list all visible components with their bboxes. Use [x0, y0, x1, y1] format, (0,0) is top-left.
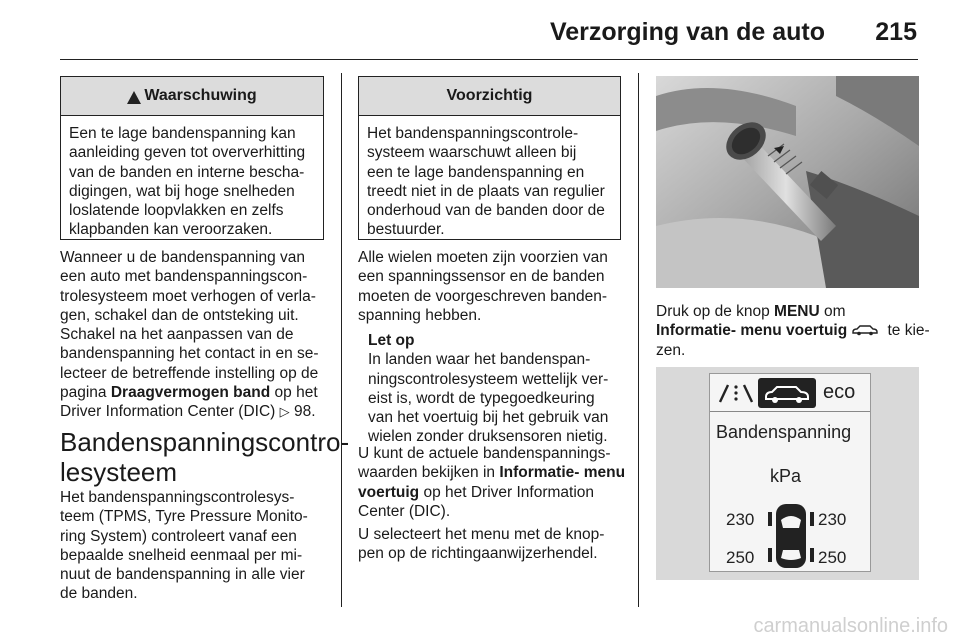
header-divider — [60, 59, 918, 60]
text-line: Center (DIC). — [358, 502, 451, 520]
page-number: 215 — [875, 18, 917, 46]
warning-triangle-icon — [127, 91, 141, 104]
caution-box — [358, 76, 621, 240]
watermark-text: carmanualsonline.info — [753, 615, 948, 637]
wiper-indicator-icon — [716, 382, 762, 404]
text-line: van het voertuig bij het gebruik van — [368, 409, 609, 427]
warning-box-title: Waarschuwing — [144, 87, 257, 104]
car-top-view-icon — [768, 502, 814, 570]
text-line: gen, schakel dan de ontsteking uit. — [60, 306, 299, 324]
text-line — [358, 463, 633, 482]
menu-instruction-paragraph — [656, 302, 931, 360]
page-reference-link[interactable]: 98. — [289, 403, 316, 421]
text-span: om — [819, 303, 846, 320]
caution-box-header — [359, 77, 620, 116]
text-line: een spanningssensor en de banden — [358, 268, 605, 286]
warning-box-header — [61, 77, 323, 116]
dic-view-paragraph — [358, 444, 633, 521]
text-span: te kie- — [883, 322, 930, 340]
menu-button-label: MENU — [774, 303, 820, 320]
warning-line: aanleiding geven tot oververhitting — [69, 144, 306, 162]
rear-right-pressure: 250 — [818, 548, 847, 567]
text-span: pagina — [60, 384, 111, 402]
lever-illustration — [656, 76, 919, 288]
warning-line: klapbanden kan veroorzaken. — [69, 221, 273, 239]
turn-signal-lever-photo — [656, 76, 919, 288]
caution-line: bestuurder. — [367, 221, 445, 239]
section-heading — [60, 427, 349, 487]
menu-reference: Informatie- menu voertuig — [656, 322, 848, 340]
menu-reference: voertuig — [358, 483, 420, 501]
menu-reference: Informatie- menu — [499, 464, 626, 482]
page-reference-icon: ▷ — [279, 404, 290, 420]
dic-divider — [710, 411, 870, 412]
dic-unit: kPa — [770, 466, 802, 486]
text-line: U selecteert het menu met de knop- — [358, 526, 605, 543]
text-line: bepaalde snelheid eenmaal per mi- — [60, 546, 303, 564]
text-line: lecteer de betreffende instelling op de — [60, 364, 319, 382]
menu-select-paragraph — [358, 525, 633, 564]
tpms-intro-paragraph — [60, 488, 332, 604]
text-span: Druk op de knop — [656, 303, 775, 320]
warning-line: Een te lage bandenspanning kan — [69, 125, 296, 142]
text-line: ningscontrolesysteem wettelijk ver- — [368, 370, 609, 388]
text-line: nuut de bandenspanning in alle vier — [60, 566, 305, 584]
text-span: Driver Information Center (DIC) — [60, 403, 280, 421]
text-line — [358, 483, 633, 502]
text-line — [656, 302, 931, 321]
warning-line: van de banden en interne bescha- — [69, 163, 305, 181]
text-line: bandenspanning het contact in en se- — [60, 345, 319, 363]
warning-box — [60, 76, 324, 240]
warning-line: digingen, wat bij hoge snelheden — [69, 182, 295, 200]
tpms-adjust-paragraph — [60, 248, 332, 422]
text-span: waarden bekijken in — [358, 464, 500, 482]
rear-left-pressure: 250 — [726, 548, 755, 567]
text-line: U kunt de actuele bandenspannings- — [358, 445, 611, 462]
caution-line: Het bandenspanningscontrole- — [367, 125, 579, 142]
caution-box-body — [359, 116, 620, 249]
column-divider-right — [638, 73, 639, 607]
text-line: wielen zonder druksensoren nietig. — [368, 428, 608, 446]
text-line: spanning hebben. — [358, 306, 482, 324]
text-line: teem (TPMS, Tyre Pressure Monito- — [60, 508, 308, 526]
front-left-pressure: 230 — [726, 510, 755, 529]
note-heading: Let op — [368, 332, 415, 349]
page-header-title: Verzorging van de auto — [549, 18, 825, 46]
vehicle-info-icon — [758, 378, 816, 408]
menu-reference: Draagvermogen band — [110, 384, 271, 402]
text-line: moeten de voorgeschreven banden- — [358, 287, 608, 305]
caution-line: systeem waarschuwt alleen bij — [367, 144, 577, 162]
dic-display-photo — [656, 367, 919, 580]
text-line — [60, 383, 332, 402]
sensor-requirement-paragraph — [358, 248, 633, 325]
heading-line: Bandenspanningscontro- — [60, 427, 350, 457]
note-block — [368, 331, 630, 447]
dic-screen — [709, 373, 871, 572]
text-line: zen. — [656, 341, 686, 359]
text-line: de banden. — [60, 585, 138, 603]
text-line: pen op de richtingaanwijzerhendel. — [358, 545, 598, 563]
caution-line: onderhoud van de banden door de — [367, 202, 605, 220]
eco-label: eco — [823, 381, 856, 403]
column-divider-left — [341, 73, 342, 607]
text-line: Het bandenspanningscontrolesys- — [60, 489, 295, 506]
vehicle-menu-icon — [851, 322, 879, 341]
text-line: Wanneer u de bandenspanning van — [60, 249, 306, 266]
text-span: op het — [270, 384, 318, 402]
warning-box-body — [61, 116, 323, 249]
heading-line: lesysteem — [60, 457, 178, 487]
text-line — [60, 402, 332, 421]
text-line — [656, 321, 931, 341]
dic-title: Bandenspanning — [716, 422, 852, 442]
caution-box-title: Voorzichtig — [446, 87, 533, 104]
text-line: eist is, wordt de typegoedkeuring — [368, 389, 595, 407]
text-span: op het Driver Information — [419, 483, 595, 501]
text-line: trolesysteem moet verhogen of verla- — [60, 287, 316, 305]
text-line: Schakel na het aanpassen van de — [60, 326, 294, 344]
caution-line: treedt niet in de plaats van regulier — [367, 182, 605, 200]
text-line: een auto met bandenspanningscon- — [60, 268, 308, 286]
text-line: ring System) controleert vanaf een — [60, 527, 297, 545]
front-right-pressure: 230 — [818, 510, 847, 529]
text-line: In landen waar het bandenspan- — [368, 351, 591, 369]
warning-line: loslatende loopvlakken en zelfs — [69, 202, 284, 220]
caution-line: een te lage bandenspanning en — [367, 163, 585, 181]
text-line: Alle wielen moeten zijn voorzien van — [358, 249, 608, 266]
